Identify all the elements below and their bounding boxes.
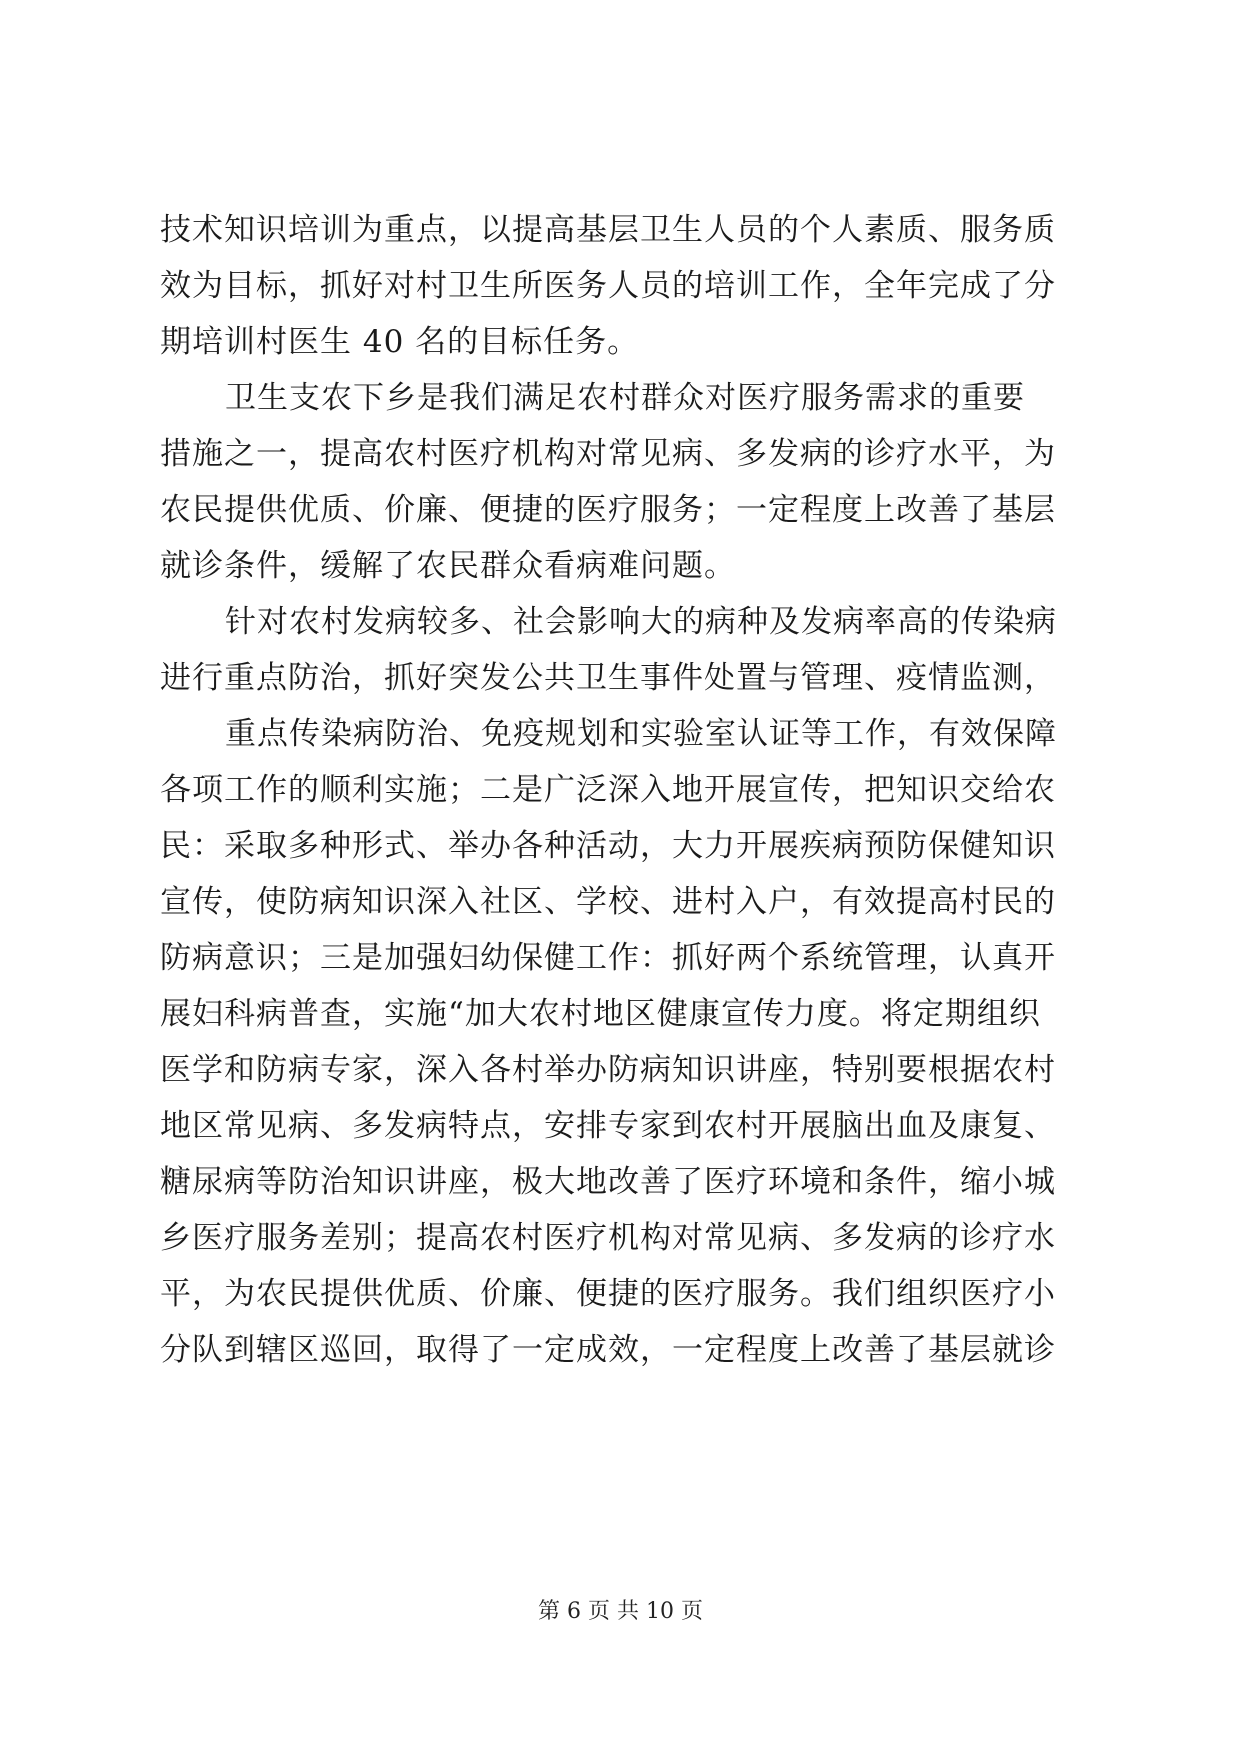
text-line: 措施之一，提高农村医疗机构对常见病、多发病的诊疗水平，为	[160, 436, 1056, 472]
text-line: 农民提供优质、价廉、便捷的医疗服务；一定程度上改善了基层	[160, 492, 1056, 528]
text-line: 技术知识培训为重点，以提高基层卫生人员的个人素质、服务质	[160, 212, 1056, 248]
text-line: 重点传染病防治、免疫规划和实验室认证等工作，有效保障	[225, 716, 1057, 752]
text-line: 平，为农民提供优质、价廉、便捷的医疗服务。我们组织医疗小	[160, 1276, 1056, 1312]
page-number-footer: 第 6 页 共 10 页	[538, 1599, 703, 1624]
text-line: 医学和防病专家，深入各村举办防病知识讲座，特别要根据农村	[160, 1052, 1056, 1088]
text-line: 各项工作的顺利实施；二是广泛深入地开展宣传，把知识交给农	[160, 772, 1056, 808]
text-line: 乡医疗服务差别；提高农村医疗机构对常见病、多发病的诊疗水	[160, 1220, 1056, 1256]
text-line: 宣传，使防病知识深入社区、学校、进村入户，有效提高村民的	[160, 884, 1056, 920]
text-line: 防病意识；三是加强妇幼保健工作：抓好两个系统管理，认真开	[160, 940, 1056, 976]
text-line: 进行重点防治，抓好突发公共卫生事件处置与管理、疫情监测，	[160, 660, 1056, 696]
text-line: 期培训村医生 40 名的目标任务。	[160, 324, 640, 360]
text-line: 分队到辖区巡回，取得了一定成效，一定程度上改善了基层就诊	[160, 1332, 1056, 1368]
text-line: 针对农村发病较多、社会影响大的病种及发病率高的传染病	[225, 604, 1057, 640]
text-line: 就诊条件，缓解了农民群众看病难问题。	[160, 548, 736, 584]
text-line: 民：采取多种形式、举办各种活动，大力开展疾病预防保健知识	[160, 828, 1056, 864]
text-line: 效为目标，抓好对村卫生所医务人员的培训工作，全年完成了分	[160, 268, 1056, 304]
text-line: 展妇科病普查，实施“加大农村地区健康宣传力度。将定期组织	[160, 996, 1041, 1032]
text-line: 糖尿病等防治知识讲座，极大地改善了医疗环境和条件，缩小城	[160, 1164, 1056, 1200]
text-line: 地区常见病、多发病特点，安排专家到农村开展脑出血及康复、	[160, 1108, 1056, 1144]
text-line: 卫生支农下乡是我们满足农村群众对医疗服务需求的重要	[225, 380, 1025, 416]
